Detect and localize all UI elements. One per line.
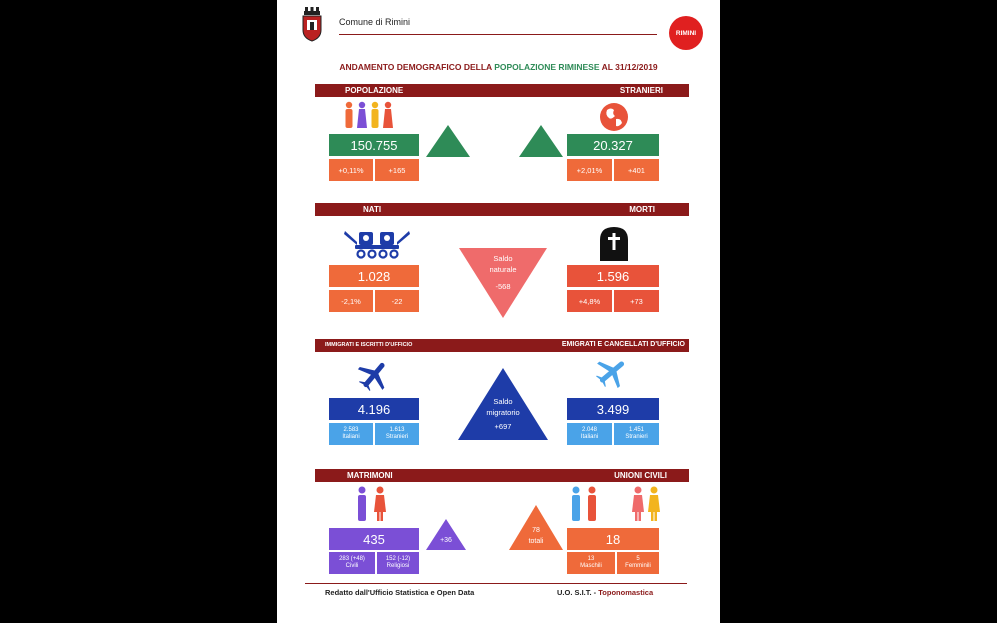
footer-right: U.O. S.I.T. - Toponomastica: [557, 588, 654, 597]
section-bar-nati: NATI MORTI: [315, 203, 689, 216]
saldo-migratorio-text: Saldo migratorio +697: [486, 397, 520, 431]
unioni-maschili: 13 Maschili: [567, 552, 615, 574]
stranieri-pct: +2,01%: [567, 159, 612, 181]
saldo-naturale-text: Saldo naturale -568: [489, 254, 517, 291]
unioni-value: 18: [567, 528, 659, 550]
nati-pct: -2,1%: [329, 290, 373, 312]
header-rule: [339, 34, 657, 35]
tombstone-icon: [598, 226, 630, 262]
morti-delta: +73: [614, 290, 659, 312]
emigrati-italiani: 2.048 Italiani: [567, 423, 612, 445]
increase-triangle-icon: [518, 124, 564, 158]
emigrati-value: 3.499: [567, 398, 659, 420]
page-title: ANDAMENTO DEMOGRAFICO DELLA POPOLAZIONE RIMINESE AL 31/12/2019: [339, 62, 658, 72]
rimini-logo: RIMINI: [669, 16, 703, 50]
popolazione-pct: +0,11%: [329, 159, 373, 181]
matrimoni-delta: +36: [440, 537, 452, 544]
section-bar-migrazioni: IMMIGRATI E ISCRITTI D'UFFICIO EMIGRATI E CANCELLATI D'UFFICIO: [315, 339, 689, 352]
babies-stroller-icon: [343, 228, 411, 260]
infographic-page: [277, 0, 720, 623]
popolazione-delta: +165: [375, 159, 419, 181]
popolazione-value: 150.755: [329, 134, 419, 156]
increase-triangle-icon: [425, 124, 471, 158]
morti-value: 1.596: [567, 265, 659, 287]
same-sex-couples-icon: [567, 486, 663, 522]
matrimoni-value: 435: [329, 528, 419, 550]
org-name: Comune di Rimini: [339, 17, 411, 27]
stranieri-delta: +401: [614, 159, 659, 181]
immigrati-value: 4.196: [329, 398, 419, 420]
airplane-landing-icon: [357, 359, 391, 391]
couple-icon: [353, 486, 389, 522]
footer-rule: [305, 583, 687, 584]
stranieri-value: 20.327: [567, 134, 659, 156]
coat-of-arms-icon: [301, 6, 323, 42]
unioni-femminili: 5 Femminili: [617, 552, 659, 574]
section-bar-matrimoni: MATRIMONI UNIONI CIVILI: [315, 469, 689, 482]
matrimoni-civili: 283 (+48) Civili: [329, 552, 375, 574]
emigrati-stranieri: 1.451 Stranieri: [614, 423, 659, 445]
globe-icon: [599, 102, 629, 132]
matrimoni-delta-triangle: [425, 518, 467, 551]
immigrati-stranieri: 1.613 Stranieri: [375, 423, 419, 445]
airplane-takeoff-icon: [595, 356, 629, 388]
immigrati-italiani: 2.583 Italiani: [329, 423, 373, 445]
footer-left: Redatto dall'Ufficio Statistica e Open Data: [325, 588, 475, 597]
unioni-totali: 78 totali: [528, 527, 544, 545]
nati-delta: -22: [375, 290, 419, 312]
morti-pct: +4,8%: [567, 290, 612, 312]
people-icon: [342, 101, 400, 129]
section-bar-popolazione: POPOLAZIONE STRANIERI: [315, 84, 689, 97]
nati-value: 1.028: [329, 265, 419, 287]
matrimoni-religiosi: 152 (-12) Religiosi: [377, 552, 419, 574]
